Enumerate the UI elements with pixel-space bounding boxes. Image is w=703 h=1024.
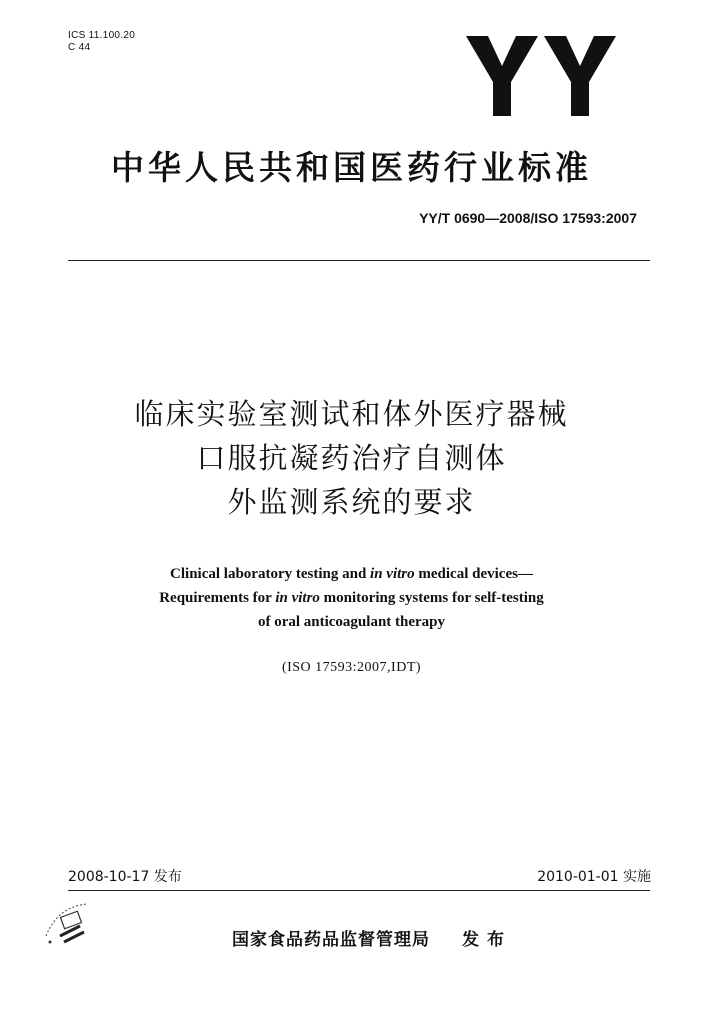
title-en-line-2: Requirements for in vitro monitoring systems for self-testing (159, 590, 544, 606)
standard-name: 中华人民共和国医药行业标准 (111, 148, 592, 187)
equivalence-note: (ISO 17593:2007,IDT) (281, 660, 422, 675)
title-english (0, 562, 703, 634)
title-en-line-1: Clinical laboratory testing and in vitro medical devices— (170, 566, 533, 582)
ccs-code: C 44 (68, 42, 91, 53)
ics-code: ICS 11.100.20 (68, 30, 136, 41)
title-cn-line-3: 外监测系统的要求 (227, 485, 476, 519)
publish-label: 发布 (462, 930, 512, 950)
title-cn-line-1: 临床实验室测试和体外医疗器械 (134, 397, 569, 431)
classification-codes (68, 30, 135, 54)
header-divider (68, 260, 650, 261)
title-cn-line-2: 口服抗凝药治疗自测体 (196, 441, 507, 475)
stamp-icon (38, 896, 108, 956)
publisher-name: 国家食品药品监督管理局 (232, 930, 430, 950)
title-en-line-3: of oral anticoagulant therapy (257, 614, 446, 630)
footer-divider (68, 890, 650, 891)
standard-code: YY/T 0690—2008/ISO 17593:2007 (419, 210, 637, 226)
implement-date: 2010-01-01 实施 (537, 869, 651, 885)
issue-date: 2008-10-17 发布 (68, 869, 182, 885)
title-chinese (0, 392, 703, 524)
logo-letter-y2 (544, 36, 616, 116)
yy-logo (466, 36, 616, 116)
logo-letter-y1 (466, 36, 538, 116)
